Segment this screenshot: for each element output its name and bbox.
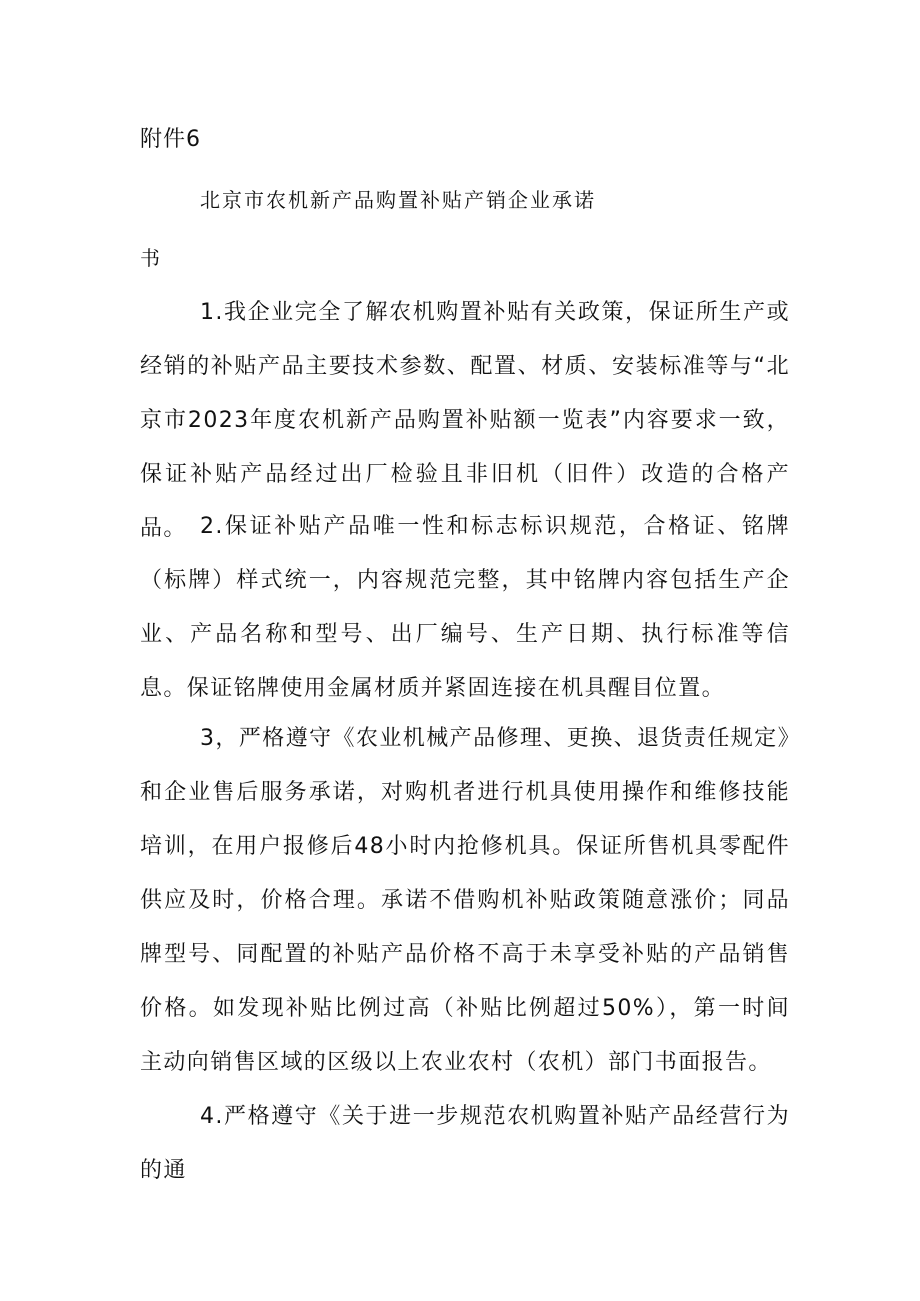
paragraph-1: 1.我企业完全了解农机购置补贴有关政策，保证所生产或经销的补贴产品主要技术参数、配置、材质、安装标准等与“北京市2023年度农机新产品购置补贴额一览表”内容要求一致，保证补贴产品经过出厂检验且非旧机（旧件）改造的合格产品。 xyxy=(140,300,790,541)
document-title: 北京市农机新产品购置补贴产销企业承诺 xyxy=(200,188,596,212)
paragraph-3: 3，严格遵守《农业机械产品修理、更换、退货责任规定》和企业售后服务承诺，对购机者进行机具使用操作和维修技能培训，在用户报修后48小时内抢修机具。保证所售机具零配件供应及时，价格合理。承诺不借购机补贴政策随意涨价；同品牌型号、同配置的补贴产品价格不高于未享受补贴的产品销售价格。如发现补贴比例过高（补贴比例超过50%），第一时间主动向销售区域的区级以上农业农村（农机）部门书面报告。 xyxy=(140,726,790,1075)
paragraph-2: 2.保证补贴产品唯一性和标志标识规范，合格证、铭牌（标牌）样式统一，内容规范完整，其中铭牌内容包括生产企业、产品名称和型号、出厂编号、生产日期、执行标准等信息。保证铭牌使用金属材质并紧固连接在机具醒目位置。 xyxy=(140,514,790,701)
paragraph-4: 4.严格遵守《关于进一步规范农机购置补贴产品经营行为的通 xyxy=(140,1104,790,1183)
document-title-continuation: 书 xyxy=(140,246,160,270)
attachment-label: 附件6 xyxy=(140,127,201,152)
